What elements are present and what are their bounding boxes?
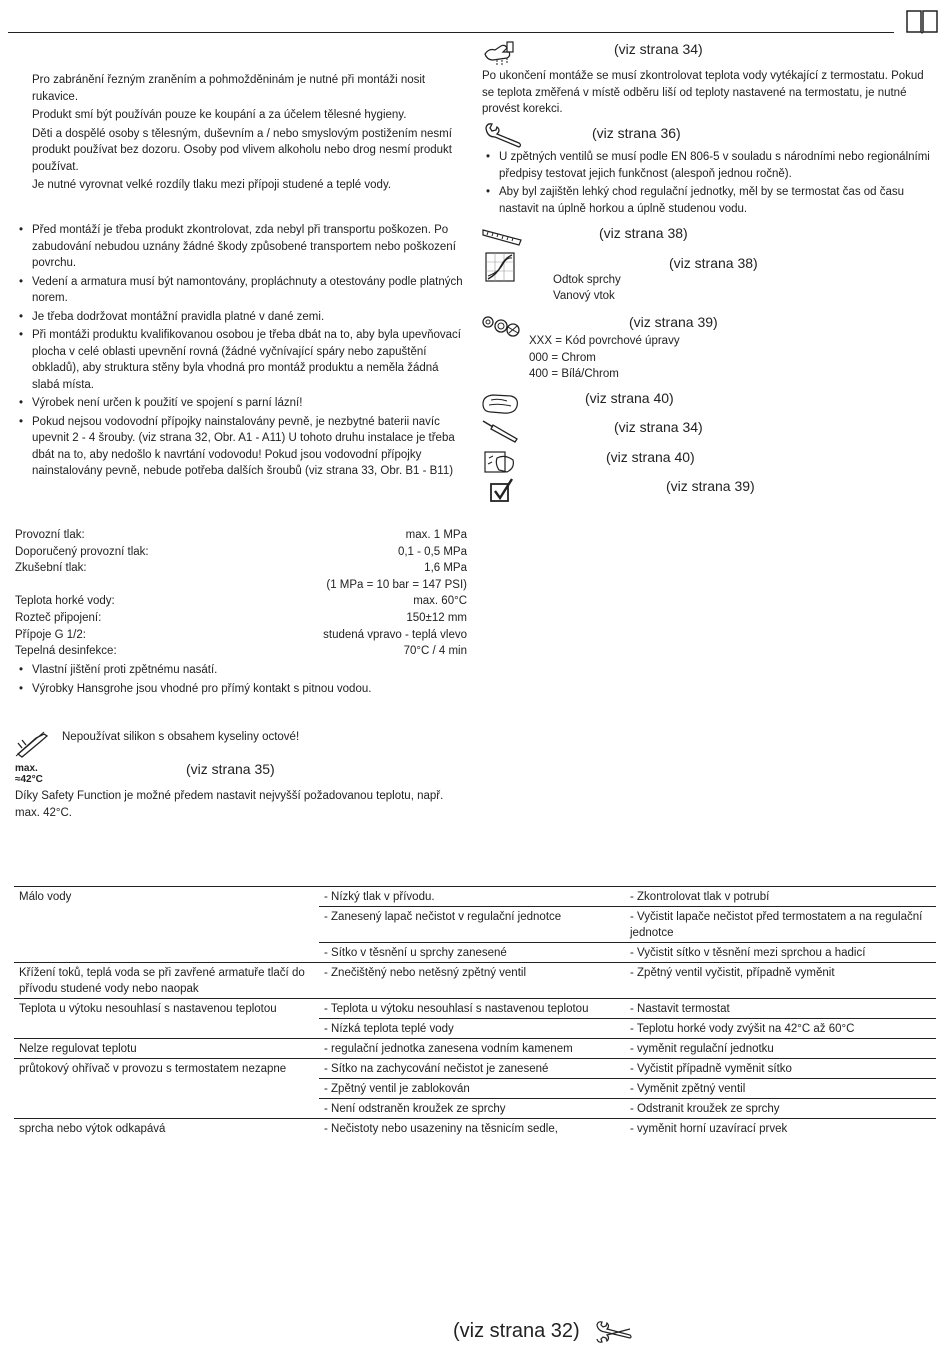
remedy-cell: - Vyměnit zpětný ventil <box>625 1079 936 1099</box>
remedy-cell: - Odstranit kroužek ze sprchy <box>625 1099 936 1119</box>
assembly-item: • Vedení a armatura musí být namontovány, propláchnuty a otestovány podle platných norem. <box>15 274 467 307</box>
assembly-list <box>15 222 467 482</box>
remedy-cell: - Vyčistit lapače nečistot před termostatem a na regulační jednotce <box>625 907 936 943</box>
remedy-cell: - Vyčistit případně vyměnit sítko <box>625 1059 936 1079</box>
finish-code: 000 <box>529 351 549 364</box>
assembly-item: • Před montáží je třeba produkt zkontrolovat, zda nebyl při transportu poškozen. Po zabudování nebudou uznány žádné škody způsobené transportem nebo poškození povrchu. <box>15 222 467 272</box>
finish-desc: Chrom <box>561 351 596 364</box>
table-row <box>14 1019 936 1039</box>
assembly-item: • Výrobek není určen k použití ve spojení s parní lázní! <box>15 395 467 412</box>
silicone-note: Nepoužívat silikon s obsahem kyseliny octové! <box>62 731 300 743</box>
viz-ref-7[interactable]: (viz strana 34) <box>614 419 703 435</box>
viz-ref-5[interactable]: (viz strana 39) <box>629 314 718 330</box>
book-icon <box>906 8 938 34</box>
specs-table <box>15 527 467 660</box>
maintenance-list <box>482 149 938 219</box>
spec-row <box>15 643 467 660</box>
spec-value: 70°C / 4 min <box>403 645 467 658</box>
fault-cell: Teplota u výtoku nesouhlasí s nastavenou teplotou <box>14 999 319 1019</box>
fault-cell: průtokový ohřívač v provozu s termostatem nezapne <box>14 1059 319 1079</box>
fault-cell: Křížení toků, teplá voda se při zavřené armatuře tlačí do přívodu studené vody nebo naopak <box>14 963 319 999</box>
spec-row <box>15 527 467 544</box>
cause-cell: - Sítko na zachycování nečistot je zanesené <box>319 1059 625 1079</box>
cause-cell: - Není odstraněn kroužek ze sprchy <box>319 1099 625 1119</box>
spec-row <box>15 627 467 644</box>
cause-cell: - Teplota u výtoku nesouhlasí s nastavenou teplotou <box>319 999 625 1019</box>
spec-label: Zkušební tlak: <box>15 562 87 575</box>
spec-row <box>15 577 467 594</box>
maintenance-item: • U zpětných ventilů se musí podle EN 806-5 v souladu s národními nebo regionálními předpisy testovat jejich funkčnost (alespoň jednou ročně). <box>482 149 938 182</box>
finish-desc: Bílá/Chrom <box>561 368 619 380</box>
spec-row <box>15 544 467 561</box>
table-row <box>14 999 936 1019</box>
finish-code-row <box>529 350 680 367</box>
table-row <box>14 1099 936 1119</box>
viz-ref-6[interactable]: (viz strana 40) <box>585 390 674 406</box>
viz-ref-2[interactable]: (viz strana 36) <box>592 125 681 141</box>
fault-cell <box>14 1019 319 1039</box>
spare-parts-icon <box>481 314 521 338</box>
cause-cell: - Sítko v těsnění u sprchy zanesené <box>319 943 625 963</box>
remedy-cell: - Zkontrolovat tlak v potrubí <box>625 887 936 907</box>
cause-cell: - regulační jednotka zanesena vodním kamenem <box>319 1039 625 1059</box>
max-temp-icon <box>15 763 43 785</box>
viz-ref-9[interactable]: (viz strana 39) <box>666 478 755 494</box>
hand-thermometer-icon <box>483 40 519 66</box>
finish-codes <box>529 333 680 383</box>
cause-cell: - Nečistoty nebo usazeniny na těsnicím sedle, <box>319 1119 625 1139</box>
flow-label-bath: Vanový vtok <box>553 290 615 302</box>
header-rule <box>8 32 894 33</box>
assembly-item: • Pokud nejsou vodovodní přípojky nainstalovány pevně, je nezbytné baterii navíc upevnit 2 - 4 šrouby. (viz strana 32, Obr. A1 - A11) U tohoto druhu instalace je třeba dbát na to, aby nedošlo k navrtání vodovodu! Pokud jsou vodovodní přípojky nainstalovány pevně, nebude potřeba dalších šroubů (viz strana 33, Obr. B1 - B11) <box>15 414 467 480</box>
remedy-cell: - vyměnit regulační jednotku <box>625 1039 936 1059</box>
table-row <box>14 907 936 943</box>
screwdriver-icon <box>481 418 521 444</box>
safety-function-text <box>15 788 455 821</box>
remedy-cell: - Teplotu horké vody zvýšit na 42°C až 60°C <box>625 1019 936 1039</box>
temperature-check-text <box>482 68 934 118</box>
cleaning-icon <box>483 448 517 476</box>
ruler-icon <box>482 226 522 246</box>
fault-cell: Málo vody <box>14 887 319 907</box>
spec-value: max. 1 MPa <box>405 529 467 541</box>
wrenches-icon <box>594 1320 634 1344</box>
finish-code: 400 <box>529 368 549 380</box>
cleaning-hand-icon <box>481 390 521 416</box>
table-row <box>14 1039 936 1059</box>
spec-row <box>15 593 467 610</box>
spec-value: (1 MPa = 10 bar = 147 PSI) <box>326 578 467 591</box>
spec-value: max. 60°C <box>413 595 467 608</box>
finish-eq: = <box>551 351 559 364</box>
remedy-cell: - vyměnit horní uzavírací prvek <box>625 1119 936 1139</box>
cause-cell: - Nízká teplota teplé vody <box>319 1019 625 1039</box>
table-row <box>14 1059 936 1079</box>
remedy-cell: - Zpětný ventil vyčistit, případně vyměnit <box>625 963 936 999</box>
spec-value: 1,6 MPa <box>424 562 467 575</box>
max-temp-value: ≈42°C <box>15 774 43 785</box>
spec-bullet: • Vlastní jištění proti zpětnému nasátí. <box>15 662 467 679</box>
maintenance-item: • Aby byl zajištěn lehký chod regulační jednotky, měl by se termostat čas od času nastavit na úplně horkou a úplně studenou vodu. <box>482 184 938 217</box>
finish-desc: Kód povrchové úpravy <box>565 335 680 347</box>
table-row <box>14 1119 936 1139</box>
remedy-cell: - Vyčistit sítko v těsnění mezi sprchou a hadicí <box>625 943 936 963</box>
footer-viz-ref[interactable]: (viz strana 32) <box>453 1320 580 1342</box>
spec-label: Rozteč připojení: <box>15 611 102 624</box>
cause-cell: - Zanesený lapač nečistot v regulační jednotce <box>319 907 625 943</box>
fault-cell <box>14 907 319 943</box>
assembly-item: • Je třeba dodržovat montážní pravidla platné v dané zemi. <box>15 309 467 326</box>
troubleshooting-table <box>14 886 936 1138</box>
flow-diagram-icon <box>485 252 515 282</box>
finish-code-row <box>529 366 680 383</box>
spec-value: studená vpravo - teplá vlevo <box>323 628 467 641</box>
safety-function-paragraph: Díky Safety Function je možné předem nastavit nejvyšší požadovanou teplotu, např. max. 42°C. <box>15 790 444 819</box>
table-row <box>14 1079 936 1099</box>
spec-row <box>15 610 467 627</box>
spec-label: Provozní tlak: <box>15 529 85 541</box>
fault-cell: Nelze regulovat teplotu <box>14 1039 319 1059</box>
fault-cell <box>14 1079 319 1099</box>
finish-eq: = <box>555 335 562 347</box>
safety-text-2: Produkt smí být používán pouze ke koupání a za účelem tělesné hygieny. <box>32 109 407 121</box>
assembly-item: • Při montáži produktu kvalifikovanou osobou je třeba dbát na to, aby byla upevňovací plocha v celé oblasti upevnění rovná (žádné vyčnívající spáry nebo zapuštění obkladů), aby struktura stěny byla vhodná pro montáž produktu a neměla žádná slabá místa. <box>15 327 467 393</box>
max-label: max. <box>15 763 38 774</box>
viz-ref-4[interactable]: (viz strana 38) <box>669 255 758 271</box>
table-row <box>14 963 936 999</box>
safety-text-1: Pro zabránění řezným zraněním a pohmožděninám je nutné při montáži nosit rukavice. <box>32 74 426 103</box>
fault-cell: sprcha nebo výtok odkapává <box>14 1119 319 1139</box>
wrench-icon <box>483 122 523 148</box>
spec-value: 150±12 mm <box>406 611 467 624</box>
safety-viz-ref[interactable]: (viz strana 35) <box>186 761 275 777</box>
viz-ref-3[interactable]: (viz strana 38) <box>599 225 688 241</box>
spec-value: 0,1 - 0,5 MPa <box>397 545 467 558</box>
finish-eq: = <box>551 368 559 380</box>
spec-label: Teplota horké vody: <box>15 595 115 608</box>
cause-cell: - Znečištěný nebo netěsný zpětný ventil <box>319 963 625 999</box>
checkbox-check-icon <box>489 478 515 504</box>
table-row <box>14 887 936 907</box>
safety-text-4: Je nutné vyrovnat velké rozdíly tlaku mezi přípoji studené a teplé vody. <box>32 179 392 191</box>
viz-ref-8[interactable]: (viz strana 40) <box>606 449 695 465</box>
flow-label-shower: Odtok sprchy <box>553 274 621 286</box>
cause-cell: - Nízký tlak v přívodu. <box>319 887 625 907</box>
finish-code-row <box>529 333 680 350</box>
safety-text-3: Děti a dospělé osoby s tělesným, duševním a / nebo smyslovým postižením nesmí produkt používat bez dozoru. Osoby pod vlivem alkoholu nebo drog nesmí produkt používat. <box>32 127 452 173</box>
fault-cell <box>14 943 319 963</box>
remedy-cell: - Nastavit termostat <box>625 999 936 1019</box>
finish-code: XXX <box>529 335 553 347</box>
spec-bullets <box>15 662 467 699</box>
spec-row <box>15 560 467 577</box>
fault-cell <box>14 1099 319 1119</box>
spec-label: Přípoje G 1/2: <box>15 628 86 641</box>
spec-bullet: • Výrobky Hansgrohe jsou vhodné pro přímý kontakt s pitnou vodou. <box>15 681 467 698</box>
table-row <box>14 943 936 963</box>
safety-section <box>32 72 460 196</box>
spec-label: Doporučený provozní tlak: <box>15 545 149 558</box>
temperature-check-paragraph: Po ukončení montáže se musí zkontrolovat teplota vody vytékající z termostatu. Pokud se teplota změřená v místě odběru liší od teploty nastavené na termostatu, je nutné provést korekci. <box>482 70 924 115</box>
silicone-gun-icon <box>14 730 50 758</box>
viz-ref-1[interactable]: (viz strana 34) <box>614 41 703 57</box>
spec-label: Tepelná desinfekce: <box>15 645 117 658</box>
cause-cell: - Zpětný ventil je zablokován <box>319 1079 625 1099</box>
